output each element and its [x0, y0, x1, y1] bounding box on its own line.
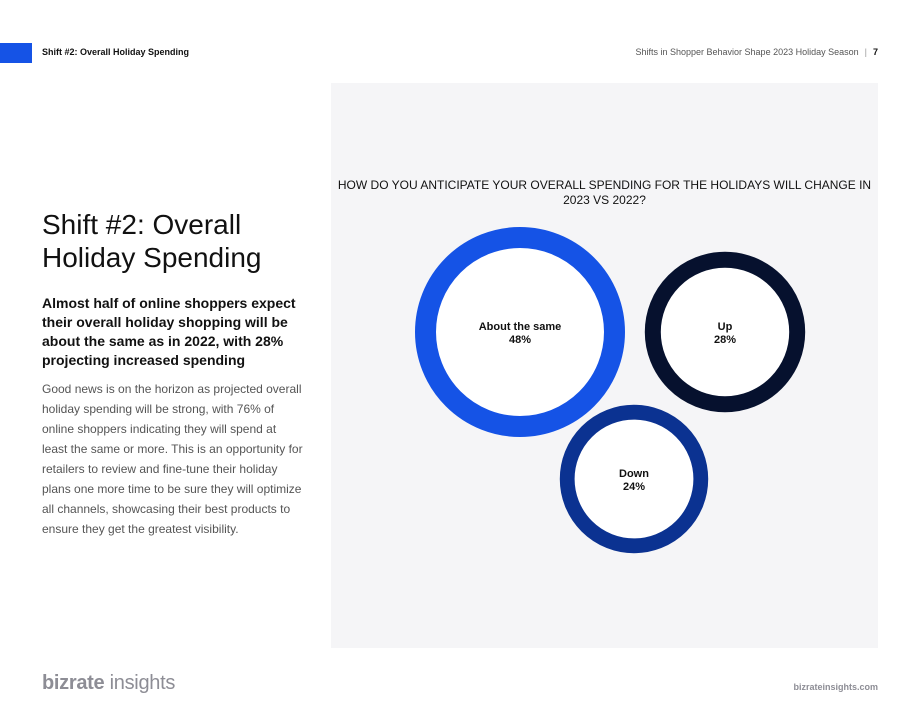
chart-title: HOW DO YOU ANTICIPATE YOUR OVERALL SPENDING FOR THE HOLIDAYS WILL CHANGE IN 2023 VS 2022? — [337, 178, 872, 207]
page-title: Shift #2: Overall Holiday Spending — [42, 209, 262, 273]
bubble-value-label: 24% — [622, 481, 646, 493]
bubble-label: Up — [717, 321, 733, 333]
footer-url: bizrateinsights.com — [793, 682, 878, 692]
bizrate-insights-logo — [42, 672, 175, 695]
header-separator: | — [864, 47, 867, 57]
section-label: Shift #2: Overall Holiday Spending — [42, 47, 190, 57]
body-paragraph: Good news is on the horizon as projected overall holiday spending will be strong, with 76% of online shoppers indicating they will spend at least the same or more. This is an opportunity for retailers to review and fine-tune their holiday plans one more time to be sure they will optimize all channels, showcasing their best products to ensure they get the greatest visibility. — [42, 382, 303, 536]
page-number: 7 — [872, 47, 878, 57]
report-title: Shifts in Shopper Behavior Shape 2023 Holiday Season — [635, 47, 859, 57]
logo-light-text: insights — [104, 672, 176, 694]
bubble-label: Down — [619, 468, 649, 480]
chart-panel — [331, 83, 878, 648]
bubble-chart — [331, 83, 878, 648]
bubble-value-label: 28% — [713, 334, 737, 346]
logo-bold-text: bizrate — [42, 672, 105, 694]
header-accent-bar — [0, 43, 32, 63]
bubble-value-label: 48% — [508, 334, 532, 346]
bubble-label: About the same — [478, 321, 562, 333]
report-header — [635, 47, 878, 57]
page-subtitle: Almost half of online shoppers expect their overall holiday shopping will be about the same as in 2022, with 28% projecting increased spending — [42, 295, 296, 368]
